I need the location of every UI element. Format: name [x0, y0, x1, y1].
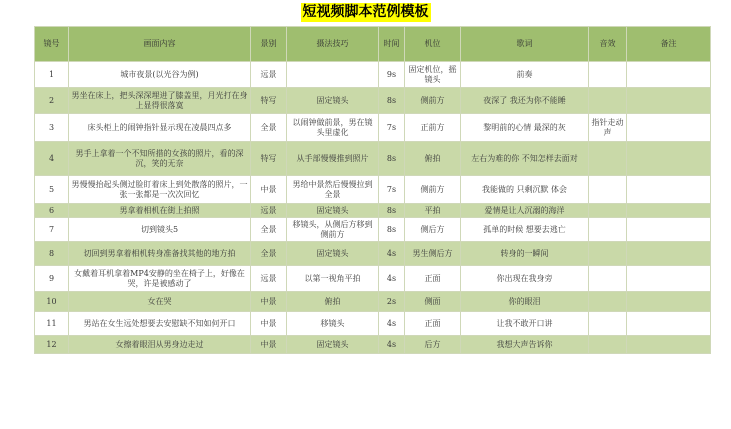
- cell-shot-no: 8: [35, 242, 69, 266]
- cell-lyrics: 你出现在我身旁: [461, 266, 589, 292]
- cell-technique: 以闹钟做前景，男在镜头里虚化: [287, 114, 379, 142]
- cell-sound-effect: [589, 204, 627, 218]
- cell-note: [627, 242, 711, 266]
- table-header: [35, 27, 711, 62]
- cell-shot-no: 5: [35, 176, 69, 204]
- cell-time: 9s: [379, 62, 405, 88]
- cell-sound-effect: [589, 266, 627, 292]
- header-time: 时间: [379, 27, 405, 62]
- cell-note: [627, 312, 711, 336]
- cell-content: 切到镜头5: [69, 218, 251, 242]
- cell-sound-effect: [589, 88, 627, 114]
- cell-position: 平拍: [405, 204, 461, 218]
- cell-time: 4s: [379, 312, 405, 336]
- cell-lyrics: 夜深了 我还为你不能睡: [461, 88, 589, 114]
- cell-position: 侧后方: [405, 218, 461, 242]
- cell-position: 后方: [405, 336, 461, 354]
- header-technique: 摄法技巧: [287, 27, 379, 62]
- table-row: [35, 218, 711, 242]
- cell-shot-no: 3: [35, 114, 69, 142]
- cell-note: [627, 218, 711, 242]
- cell-position: 男生侧后方: [405, 242, 461, 266]
- cell-sound-effect: [589, 142, 627, 176]
- cell-sound-effect: [589, 292, 627, 312]
- header-lyrics: 歌词: [461, 27, 589, 62]
- cell-note: [627, 88, 711, 114]
- cell-shot-size: 中景: [251, 312, 287, 336]
- cell-lyrics: 黎明前的心情 最深的灰: [461, 114, 589, 142]
- cell-time: 8s: [379, 218, 405, 242]
- cell-technique: 俯拍: [287, 292, 379, 312]
- cell-content: 女戴着耳机拿着MP4安静的坐在椅子上，好像在哭，许是被感动了: [69, 266, 251, 292]
- cell-technique: 固定镜头: [287, 88, 379, 114]
- cell-lyrics: 我能做的 只剩沉默 体会: [461, 176, 589, 204]
- table-row: [35, 176, 711, 204]
- cell-note: [627, 62, 711, 88]
- cell-shot-size: 全景: [251, 114, 287, 142]
- cell-technique: 固定镜头: [287, 336, 379, 354]
- cell-time: 7s: [379, 176, 405, 204]
- table-row: [35, 336, 711, 354]
- table-row: [35, 62, 711, 88]
- cell-sound-effect: [589, 176, 627, 204]
- cell-lyrics: 前奏: [461, 62, 589, 88]
- cell-content: 男站在女生远处想要去安慰缺不知如何开口: [69, 312, 251, 336]
- cell-position: 固定机位，摇镜头: [405, 62, 461, 88]
- header-shot-no: 镜号: [35, 27, 69, 62]
- cell-time: 8s: [379, 142, 405, 176]
- cell-technique: 固定镜头: [287, 204, 379, 218]
- cell-technique: 男给中景然后慢慢拉到全景: [287, 176, 379, 204]
- table-row: [35, 242, 711, 266]
- cell-shot-no: 6: [35, 204, 69, 218]
- cell-shot-size: 特写: [251, 142, 287, 176]
- cell-shot-size: 远景: [251, 62, 287, 88]
- cell-shot-no: 9: [35, 266, 69, 292]
- cell-shot-no: 12: [35, 336, 69, 354]
- cell-shot-size: 全景: [251, 242, 287, 266]
- table-row: [35, 142, 711, 176]
- header-content: 画面内容: [69, 27, 251, 62]
- cell-technique: [287, 62, 379, 88]
- cell-time: 8s: [379, 204, 405, 218]
- cell-shot-size: 远景: [251, 204, 287, 218]
- table-row: [35, 312, 711, 336]
- cell-technique: 移镜头: [287, 312, 379, 336]
- cell-time: 8s: [379, 88, 405, 114]
- cell-lyrics: 爱情是让人沉溺的海洋: [461, 204, 589, 218]
- cell-lyrics: 孤单的时候 想要去逃亡: [461, 218, 589, 242]
- cell-position: 正面: [405, 266, 461, 292]
- cell-position: 侧面: [405, 292, 461, 312]
- cell-sound-effect: [589, 312, 627, 336]
- cell-shot-no: 1: [35, 62, 69, 88]
- table-row: [35, 88, 711, 114]
- page-title: 短视频脚本范例模板: [302, 4, 429, 20]
- cell-sound-effect: [589, 62, 627, 88]
- cell-technique: 以第一视角平拍: [287, 266, 379, 292]
- cell-time: 4s: [379, 242, 405, 266]
- cell-sound-effect: 指针走动声: [589, 114, 627, 142]
- cell-content: 切回到男拿着相机转身准备找其他的地方拍: [69, 242, 251, 266]
- cell-note: [627, 176, 711, 204]
- cell-time: 4s: [379, 266, 405, 292]
- cell-content: 城市夜景(以光谷为例): [69, 62, 251, 88]
- cell-shot-no: 4: [35, 142, 69, 176]
- cell-content: 女在哭: [69, 292, 251, 312]
- table-row: [35, 266, 711, 292]
- table-body: [35, 62, 711, 354]
- cell-shot-size: 远景: [251, 266, 287, 292]
- cell-shot-size: 中景: [251, 176, 287, 204]
- cell-position: 俯拍: [405, 142, 461, 176]
- cell-note: [627, 292, 711, 312]
- cell-note: [627, 142, 711, 176]
- cell-lyrics: 我想大声告诉你: [461, 336, 589, 354]
- cell-content: 男慢慢抬起头侧过脸盯着床上到处散落的照片，一张一张都是一次次回忆: [69, 176, 251, 204]
- cell-sound-effect: [589, 336, 627, 354]
- cell-note: [627, 114, 711, 142]
- cell-note: [627, 204, 711, 218]
- header-shot-size: 景别: [251, 27, 287, 62]
- cell-technique: 移镜头，从侧后方移到侧前方: [287, 218, 379, 242]
- cell-sound-effect: [589, 218, 627, 242]
- cell-shot-no: 11: [35, 312, 69, 336]
- header-sound-effect: 音效: [589, 27, 627, 62]
- cell-time: 4s: [379, 336, 405, 354]
- cell-lyrics: 你的眼泪: [461, 292, 589, 312]
- cell-position: 正前方: [405, 114, 461, 142]
- cell-content: 男手上拿着一个不知所措的女孩的照片，看的深沉，笑的无奈: [69, 142, 251, 176]
- title-container: [0, 1, 731, 22]
- cell-position: 侧前方: [405, 176, 461, 204]
- table-row: [35, 204, 711, 218]
- cell-sound-effect: [589, 242, 627, 266]
- cell-lyrics: 转身的一瞬间: [461, 242, 589, 266]
- cell-position: 侧前方: [405, 88, 461, 114]
- cell-shot-size: 中景: [251, 336, 287, 354]
- cell-time: 7s: [379, 114, 405, 142]
- header-note: 备注: [627, 27, 711, 62]
- cell-shot-no: 10: [35, 292, 69, 312]
- header-position: 机位: [405, 27, 461, 62]
- cell-lyrics: 左右为难的你 不知怎样去面对: [461, 142, 589, 176]
- cell-position: 正面: [405, 312, 461, 336]
- cell-lyrics: 让我不敢开口讲: [461, 312, 589, 336]
- table-row: [35, 292, 711, 312]
- script-table: [34, 26, 711, 354]
- cell-note: [627, 336, 711, 354]
- cell-technique: 固定镜头: [287, 242, 379, 266]
- cell-shot-size: 特写: [251, 88, 287, 114]
- cell-time: 2s: [379, 292, 405, 312]
- cell-shot-no: 2: [35, 88, 69, 114]
- cell-shot-size: 全景: [251, 218, 287, 242]
- table-row: [35, 114, 711, 142]
- cell-content: 男坐在床上，把头深深埋进了膝盖里，月光打在身上显得很落寞: [69, 88, 251, 114]
- cell-content: 床头柜上的闹钟指针显示现在凌晨四点多: [69, 114, 251, 142]
- cell-shot-no: 7: [35, 218, 69, 242]
- cell-technique: 从手部慢慢推到照片: [287, 142, 379, 176]
- cell-content: 女擦着眼泪从男身边走过: [69, 336, 251, 354]
- cell-shot-size: 中景: [251, 292, 287, 312]
- cell-content: 男拿着相机在街上拍照: [69, 204, 251, 218]
- cell-note: [627, 266, 711, 292]
